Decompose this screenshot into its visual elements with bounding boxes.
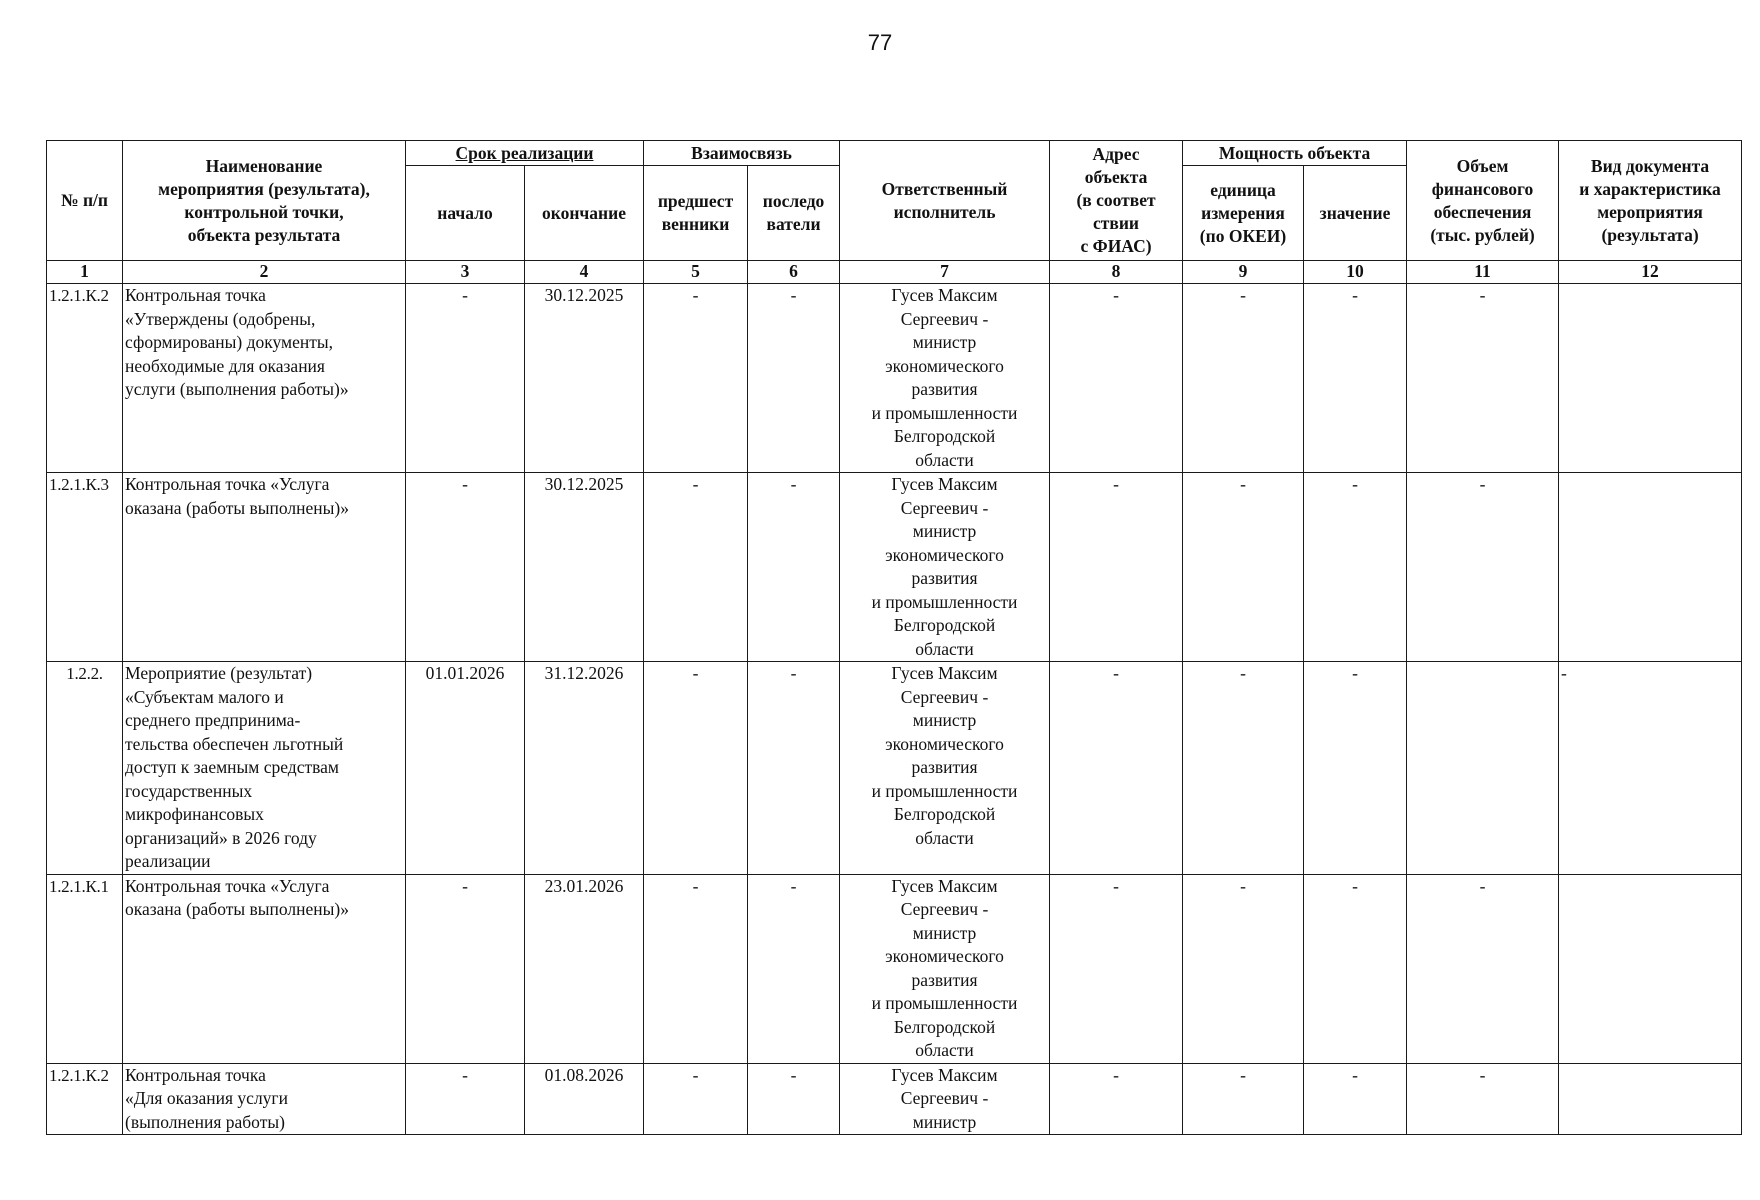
header-period: Срок реализации xyxy=(406,141,644,166)
header-link-next: последо ватели xyxy=(748,166,840,261)
header-link-prev: предшест венники xyxy=(644,166,748,261)
column-number: 6 xyxy=(748,261,840,284)
column-number: 2 xyxy=(123,261,406,284)
row-start: - xyxy=(406,1063,525,1135)
row-next: - xyxy=(748,874,840,1063)
row-address: - xyxy=(1050,662,1183,875)
column-number: 9 xyxy=(1183,261,1304,284)
row-finance xyxy=(1407,662,1559,875)
row-prev: - xyxy=(644,284,748,473)
row-doc xyxy=(1559,874,1742,1063)
header-finance: Объем финансового обеспечения (тыс. рублей) xyxy=(1407,141,1559,261)
row-next: - xyxy=(748,662,840,875)
row-finance: - xyxy=(1407,1063,1559,1135)
row-start: 01.01.2026 xyxy=(406,662,525,875)
row-prev: - xyxy=(644,662,748,875)
row-unit: - xyxy=(1183,874,1304,1063)
row-address: - xyxy=(1050,284,1183,473)
row-start: - xyxy=(406,874,525,1063)
header-value: значение xyxy=(1304,166,1407,261)
row-name: Контрольная точка «Услуга оказана (работы выполнены)» xyxy=(123,874,406,1063)
row-value: - xyxy=(1304,1063,1407,1135)
header-responsible: Ответственный исполнитель xyxy=(840,141,1050,261)
row-doc xyxy=(1559,1063,1742,1135)
row-start: - xyxy=(406,473,525,662)
table-row xyxy=(47,874,1742,1063)
table-row xyxy=(47,662,1742,875)
row-start: - xyxy=(406,284,525,473)
row-value: - xyxy=(1304,874,1407,1063)
row-unit: - xyxy=(1183,662,1304,875)
row-prev: - xyxy=(644,473,748,662)
header-num: № п/п xyxy=(47,141,123,261)
row-next: - xyxy=(748,284,840,473)
row-end: 01.08.2026 xyxy=(525,1063,644,1135)
row-value: - xyxy=(1304,662,1407,875)
header-doc: Вид документа и характеристика мероприятия (результата) xyxy=(1559,141,1742,261)
row-unit: - xyxy=(1183,473,1304,662)
header-unit: единица измерения (по ОКЕИ) xyxy=(1183,166,1304,261)
column-number: 11 xyxy=(1407,261,1559,284)
row-finance: - xyxy=(1407,284,1559,473)
header-period-start: начало xyxy=(406,166,525,261)
row-name: Контрольная точка «Утверждены (одобрены, сформированы) документы, необходимые для оказания услуги (выполнения работы)» xyxy=(123,284,406,473)
column-number: 4 xyxy=(525,261,644,284)
header-name: Наименование мероприятия (результата), контрольной точки, объекта результата xyxy=(123,141,406,261)
plan-table xyxy=(46,140,1742,1135)
table-header xyxy=(47,141,1742,284)
row-end: 30.12.2025 xyxy=(525,473,644,662)
row-name: Контрольная точка «Услуга оказана (работы выполнены)» xyxy=(123,473,406,662)
column-number: 3 xyxy=(406,261,525,284)
column-number: 7 xyxy=(840,261,1050,284)
row-value: - xyxy=(1304,473,1407,662)
row-prev: - xyxy=(644,874,748,1063)
row-responsible: Гусев Максим Сергеевич - министр экономического развития и промышленности Белгородской области xyxy=(840,473,1050,662)
table-row xyxy=(47,1063,1742,1135)
row-responsible: Гусев Максим Сергеевич - министр экономического развития и промышленности Белгородской области xyxy=(840,662,1050,875)
row-responsible: Гусев Максим Сергеевич - министр xyxy=(840,1063,1050,1135)
row-next: - xyxy=(748,1063,840,1135)
row-finance: - xyxy=(1407,874,1559,1063)
row-num: 1.2.1.К.2 xyxy=(47,1063,123,1135)
column-number: 10 xyxy=(1304,261,1407,284)
row-name: Контрольная точка «Для оказания услуги (выполнения работы) xyxy=(123,1063,406,1135)
header-period-end: окончание xyxy=(525,166,644,261)
row-address: - xyxy=(1050,874,1183,1063)
column-number: 12 xyxy=(1559,261,1742,284)
row-end: 23.01.2026 xyxy=(525,874,644,1063)
row-end: 31.12.2026 xyxy=(525,662,644,875)
row-num: 1.2.1.К.3 xyxy=(47,473,123,662)
table-row xyxy=(47,284,1742,473)
row-name: Мероприятие (результат) «Субъектам малого и среднего предпринима- тельства обеспечен льготный доступ к заемным средствам государственных микрофинансовых организаций» в 2026 году реализации xyxy=(123,662,406,875)
row-finance: - xyxy=(1407,473,1559,662)
row-num: 1.2.2. xyxy=(47,662,123,875)
header-capacity: Мощность объекта xyxy=(1183,141,1407,166)
header-link: Взаимосвязь xyxy=(644,141,840,166)
row-num: 1.2.1.К.2 xyxy=(47,284,123,473)
row-unit: - xyxy=(1183,284,1304,473)
row-unit: - xyxy=(1183,1063,1304,1135)
row-responsible: Гусев Максим Сергеевич - министр экономического развития и промышленности Белгородской области xyxy=(840,284,1050,473)
page-number: 77 xyxy=(867,30,893,55)
row-doc xyxy=(1559,473,1742,662)
row-end: 30.12.2025 xyxy=(525,284,644,473)
row-num: 1.2.1.К.1 xyxy=(47,874,123,1063)
column-number: 1 xyxy=(47,261,123,284)
column-number: 8 xyxy=(1050,261,1183,284)
row-responsible: Гусев Максим Сергеевич - министр экономического развития и промышленности Белгородской области xyxy=(840,874,1050,1063)
row-address: - xyxy=(1050,473,1183,662)
column-number: 5 xyxy=(644,261,748,284)
row-doc: - xyxy=(1559,662,1742,875)
table-row xyxy=(47,473,1742,662)
row-address: - xyxy=(1050,1063,1183,1135)
header-address: Адрес объекта (в соответ ствии с ФИАС) xyxy=(1050,141,1183,261)
row-prev: - xyxy=(644,1063,748,1135)
row-doc xyxy=(1559,284,1742,473)
row-next: - xyxy=(748,473,840,662)
row-value: - xyxy=(1304,284,1407,473)
